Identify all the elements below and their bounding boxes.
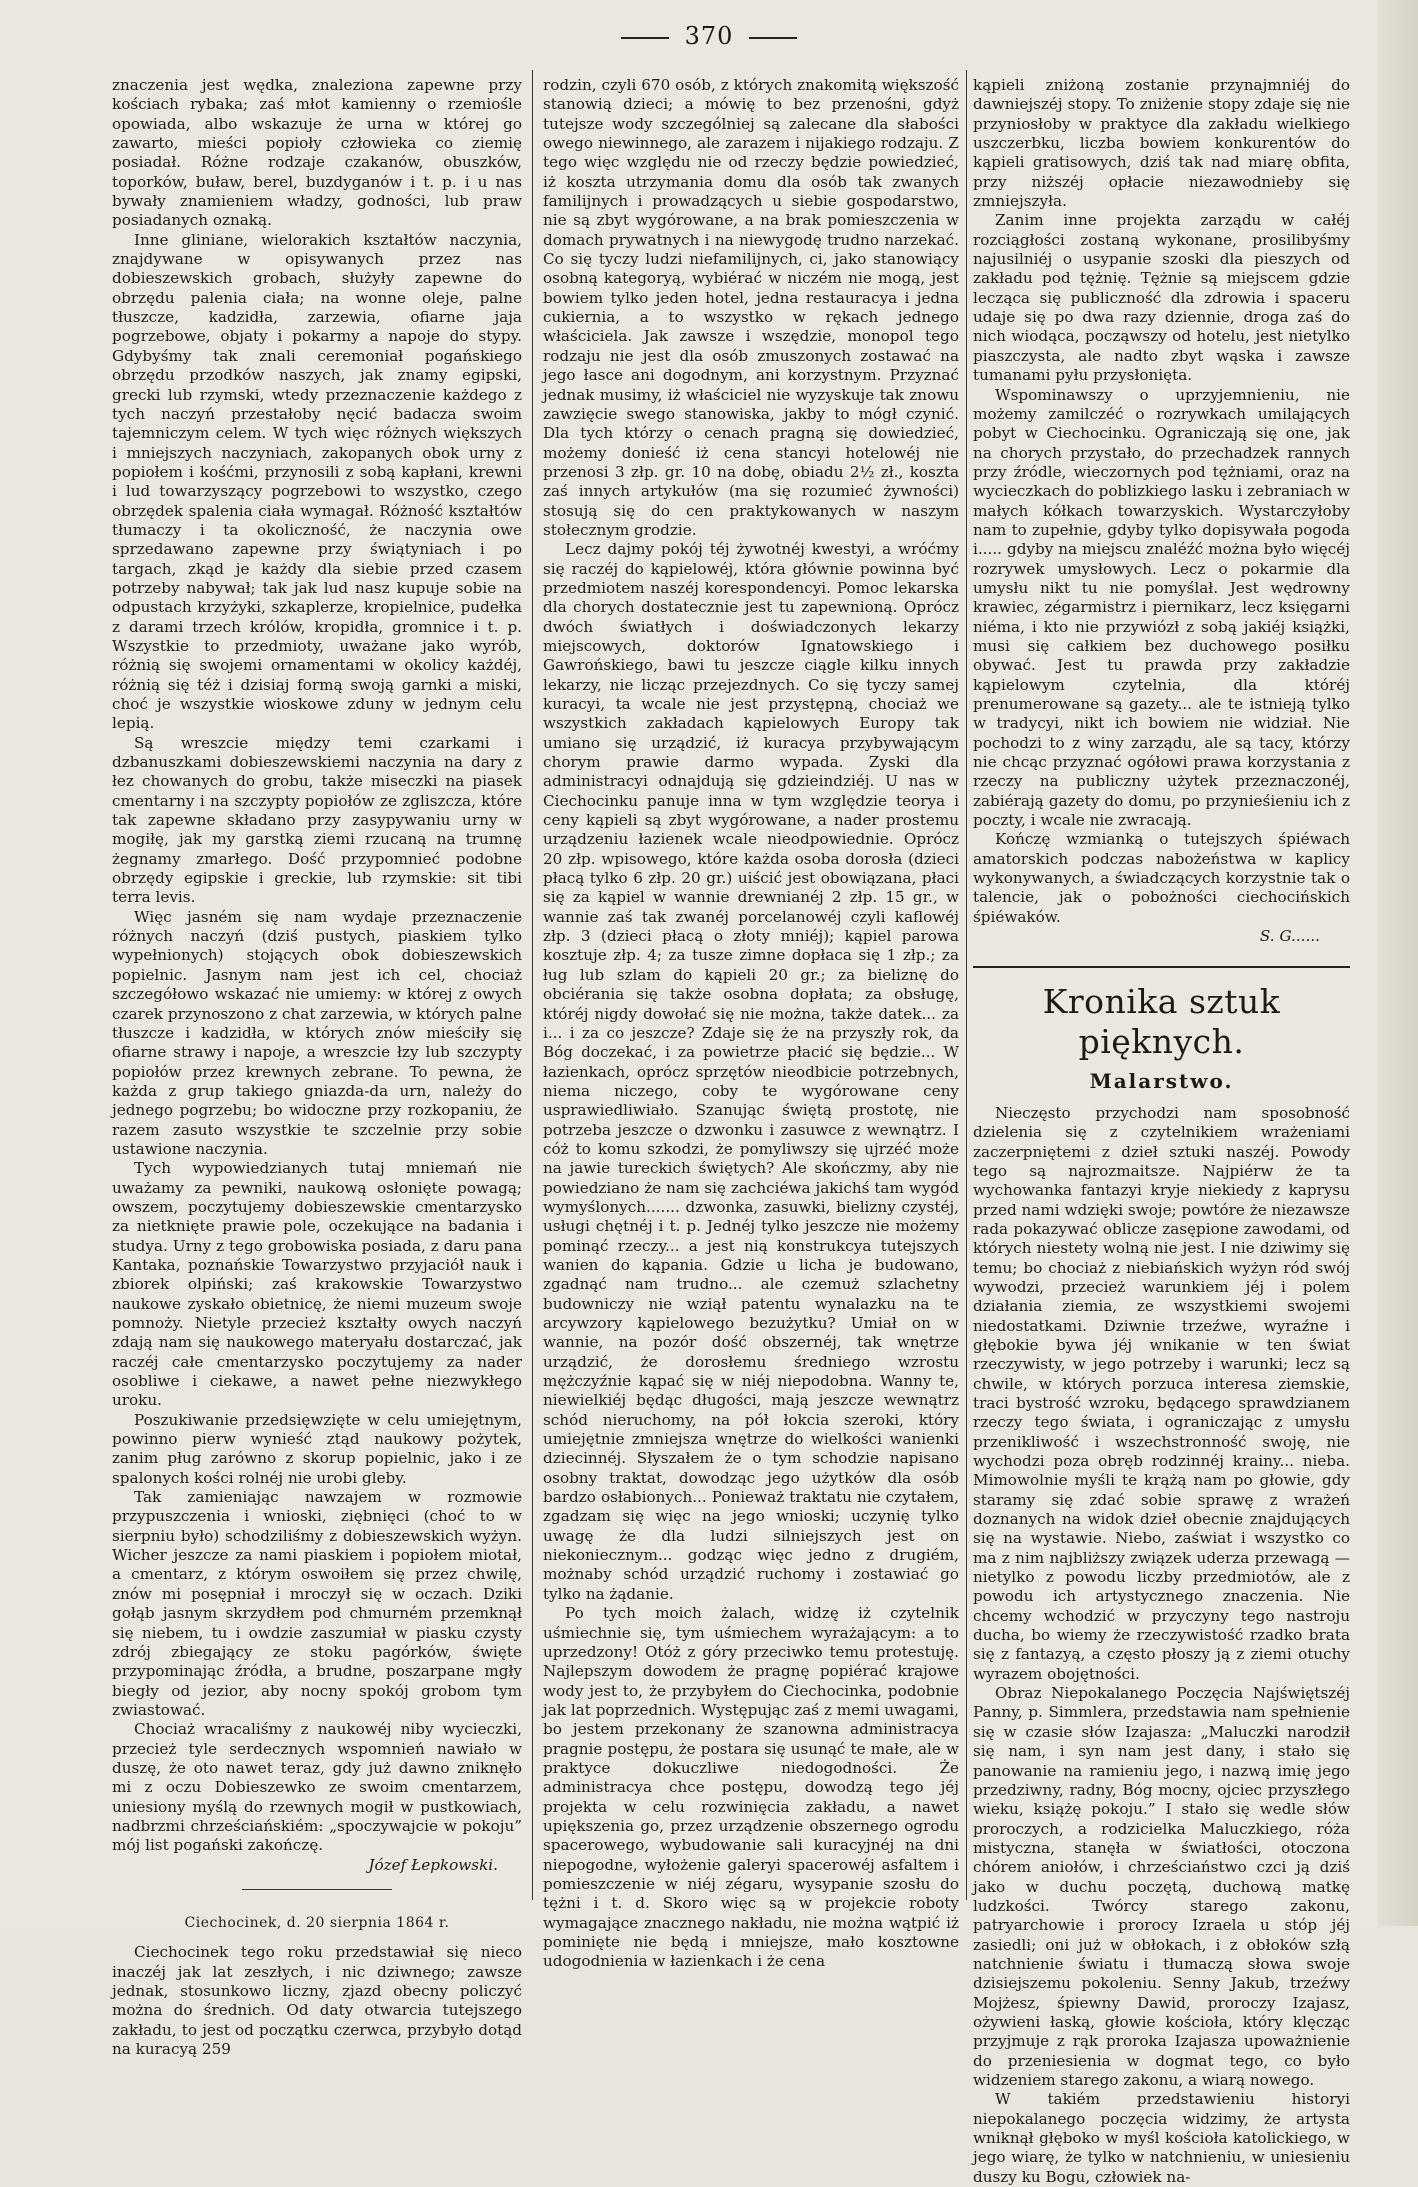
col1-paragraph: Inne gliniane, wielorakich kształtów naczynia, znajdywane w opisywanych przez nas dobieszewskich grobach, służyły zapewne do obrzędu palenia ciała; na wonne oleje, palne tłuszcze, kadzidła, zarzewia, ofiarne jaja pogrzebowe, objaty i pokarmy a napoje do stypy. Gdybyśmy tak znali ceremoniał pogańskiego obrzędu przodków naszych, jak znamy egipski, grecki lub rzymski, wtedy przeznaczenie każdego z tych naczyń przestałoby nęcić badacza swoim tajemniczym celem. W tych więc różnych większych i mniejszych naczyniach, zakopanych obok urny z popiołem i kośćmi, przynosili z sobą kapłani, krewni i lud towarzyszący pogrzebowi to wszystko, czego obrzędek spalenia ciała wymagał. Różność kształtów tłumaczy i ta okoliczność, że naczynia owe sprzedawano zapewne przy świątyniach i po targach, zkąd je każdy dla siebie przed czasem potrzeby nabywał; tak jak lud nasz kupuje sobie na odpustach krzyżyki, szkaplerze, kropielnice, pudełka z darami trzech królów, kropidła, gromnice i t. p. Wszystkie to przedmioty, uważane jako wyrób, różnią się swojemi ornamentami w okolicy każdéj, różnią się téż i dzisiaj formą swoją garnki a miski, choć je wszystkie wioskowe zduny w jednym celu lepią. [112, 230, 522, 733]
author-signature: S. G...... [1259, 927, 1320, 946]
page-number-dash-right [749, 37, 797, 39]
col3-paragraph: kąpieli zniżoną zostanie przynajmniéj do dawniejszéj stopy. To zniżenie stopy zdaje się nie przyniosłoby w praktyce dla zakładu wielkiego uszczerbku, liczba bowiem konkurentów do kąpieli gratisowych, dziś tak nad miarę obfita, przy niższéj opłacie niezawodnieby się zmniejszyła. [973, 76, 1350, 211]
col3-paragraph: Obraz Niepokalanego Poczęcia Najświętszéj Panny, p. Simmlera, przedstawia nam spełnienie się w czasie słów Izajasza: „Maluczki narodził się nam, i syn nam jest dany, i stało się panowanie na ramieniu jego, i nazwą imię jego przedziwny, radny, Bóg mocny, ojciec przyszłego wieku, książę pokoju.” I stało się wedle słów proroczych, a rodzicielka Maluczkiego, róża mistyczna, stanęła w światłości, otoczona chórem aniołów, i chrześciaństwo czci ją dziś jako w duchu poczętą, duchową matkę ludzkości. Twórcy starego zakonu, patryarchowie i prorocy Izraela u stóp jéj zasiedli; oni już w obłokach, i z obłoków szłą natchnienie światu i tłumaczą słowa swoje dzisiejszemu pokoleniu. Senny Jakub, trzeźwy Mojżesz, śpiewny Dawid, proroczy Izajasz, ożywieni łaską, głowie kościoła, który klęcząc przyjmuje z rąk proroka Izajasza upoważnienie do przeniesienia w dogmat tego, co było widzeniem starego zakonu, a wiarą nowego. [973, 1684, 1350, 2089]
column-rule-2 [966, 70, 967, 1900]
page-number [0, 22, 1418, 50]
col2-paragraph: rodzin, czyli 670 osób, z których znakomitą większość stanowią dzieci; a mówię to bez przenośni, gdyż tutejsze wody szczególniej są zalecane dla słabości owego niewinnego, ale zarazem i nijakiego rodzaju. Z tego więc względu nie od rzeczy będzie powiedzieć, iż koszta utrzymania domu dla osób tak zwanych familijnych i prowadzących u siebie gospodarstwo, nie są zbyt wygórowane, a na brak pomieszczenia w domach prywatnych i na niewygodę trudno narzekać. Co się tyczy ludzi niefamilijnych, ci, jako stanowiący osobną kategoryą, wybiérać w niczém nie mogą, jest bowiem tylko jeden hotel, jedna restauracya i jedna cukiernia, a to wszystko w rękach jednego właściciela. Jak zawsze i wszędzie, monopol tego rodzaju nie jest dla osób zmuszonych zostawać na jego łasce ani dogodnym, ani korzystnym. Przyznać jednak musimy, iż właściciel nie wyzyskuje tak znowu zawzięcie swego stanowiska, jakby to mógł czynić. Dla tych którzy o cenach pragną się dowiedzieć, możemy donieść iż cena stancyi hotelowéj nie przenosi 3 złp. gr. 10 na dobę, obiadu 2½ zł., koszta zaś innych artykułów (ma się rozumieć żywności) stosują się do cen praktykowanych w naszym stołecznym grodzie. [543, 76, 959, 539]
col3-paragraph: Wspominawszy o uprzyjemnieniu, nie możemy zamilczéć o rozrywkach umilających pobyt w Ciechocinku. Ograniczają się one, jak na chorych przystało, do przechadzek rannych przy źródle, wieczornych pod tężniami, oraz na wycieczkach do poblizkiego lasku i zebraniach w małych kółkach towarzyskich. Wystarczyłoby nam to zupełnie, gdyby tylko dopisywała pogoda i..... gdyby na miejscu znaléźć można było więcéj rozrywek umysłowych. Lecz o pokarmie dla umysłu nikt tu nie pomyślał. Jest wędrowny krawiec, zégarmistrz i piernikarz, lecz księgarni niéma, i kto nie przywiózł z sobą jakiéj książki, musi się całkiem bez duchowego posiłku obywać. Jest tu prawda przy zakładzie kąpielowym czytelnia, dla któréj prenumerowane są gazety... ale te istnieją tylko w tradycyi, nikt ich bowiem nie widział. Nie pochodzi to z winy zarządu, ale są tacy, którzy nie chcąc przyznać ogółowi prawa korzystania z rzeczy na publiczny użytek przeznaczonéj, zabiérają gazety do domu, po przynieśieniu ich z poczty, i wcale nie zwracają. [973, 385, 1350, 830]
column-3 [973, 76, 1350, 2186]
col1-paragraph: Poszukiwanie przedsięwzięte w celu umiejętnym, powinno pierw wynieść ztąd naukowy pożytek, zanim pług zarówno z skorup popielnic, jako i ze spalonych kości rolnéj nie urobi gleby. [112, 1410, 522, 1487]
column-rule-1 [532, 70, 533, 1900]
section-subtitle: Malarstwo. [1089, 1069, 1234, 1094]
section-divider [973, 966, 1350, 968]
column-2 [543, 76, 959, 1971]
author-signature: Józef Łepkowski. [368, 1855, 498, 1874]
column-1 [112, 76, 522, 2059]
col1-paragraph: Są wreszcie między temi czarkami i dzbanuszkami dobieszewskiemi naczynia na dary z łez chowanych do grobu, także miseczki na piasek cmentarny i na szczypty popiołów ze zgliszcza, które tak zapewne składano przy zasypywaniu urny w mogiłę, jak my garstką ziemi rzucaną na trumnę żegnamy zmarłego. Dość przypomnieć podobne obrzędy egipskie i greckie, lub rzymskie: sit tibi terra levis. [112, 733, 522, 907]
col3-paragraph: Zanim inne projekta zarządu w całéj rozciągłości zostaną wykonane, prosilibyśmy najusilniéj o usypanie szoski dla pieszych od zakładu pod tężnię. Tężnie są miejscem gdzie lecząca się publiczność dla zdrowia i spaceru udaje się po dwa razy dziennie, droga zaś do nich wiodąca, począwszy od hotelu, jest nietylko piaszczysta, ale nadto zbyt wąska i zawsze tumanami pyłu przysłonięta. [973, 211, 1350, 385]
col1-paragraph: Więc jasném się nam wydaje przeznaczenie różnych naczyń (dziś pustych, piaskiem tylko wypełnionych) stojących obok dobieszewskich popielnic. Jasnym nam jest ich cel, chociaż szczegółowo wskazać nie umiemy: w której z owych czarek przynoszono z chat zarzewia, w których palne tłuszcze i kadzidła, w których znów mieściły się ofiarne strawy i napoje, a wreszcie łzy lub szczypty popiołów przez krewnych zebrane. To pewna, że każda z grup takiego gniazda-da urn, należy do jednego pogrzebu; bo widoczne przy rozkopaniu, że razem zasuto wszystkie te szczelnie przy sobie ustawione naczynia. [112, 907, 522, 1158]
col3-paragraph: Kończę wzmianką o tutejszych śpiéwach amatorskich podczas nabożeństwa w kaplicy wykonywanych, a świadczących korzystnie tak o talencie, jak o pobożności ciechocińskich śpiéwaków. [973, 830, 1350, 926]
col3-paragraph: W takiém przedstawieniu historyi niepokalanego poczęcia widzimy, że artysta wniknął głęboko w myśl kościoła katolickiego, w jego wiarę, że tylko w natchnieniu, w uniesieniu duszy ku Bogu, człowiek na- [973, 2090, 1350, 2186]
col1-paragraph: Ciechocinek tego roku przedstawiał się nieco inaczéj jak lat zeszłych, i nic dziwnego; zawsze jednak, stosunkowo liczny, zjazd obecny policzyć można do średnich. Od daty otwarcia tutejszego zakładu, to jest od początku czerwca, przybyło dotąd na kuracyą 259 [112, 1943, 522, 2059]
col2-paragraph: Po tych moich żalach, widzę iż czytelnik uśmiechnie się, tym uśmiechem wyrażającym: a to uprzedzony! Otóż z góry przeciwko temu protestuję. Najlepszym dowodem że pragnę popiérać krajowe wody jest to, że przybyłem do Ciechocinka, podobnie jak lat poprzednich. Występując zaś z memi uwagami, bo jestem przekonany że szanowna administracya pragnie postępu, że postara się usunąć te małe, ale w praktyce dokuczliwe niedogodności. Że administracya chce postępu, dowodzą tego jéj projekta w celu rozwinięcia zakładu, a nawet upiększenia go, przez urządzenie obszernego ogrodu spacerowego, wybudowanie sali kuracyjnéj na dni niepogodne, wyłożenie galeryi spacerowéj asfaltem i pomieszczenie w niéj zégaru, wysypanie szosłu do tężni i t. d. Skoro więc są w projekcie roboty wymagające znacznego nakładu, nie można wątpić iż pominięte nie będą i mniejsze, mało kosztowne udogodnienia w łazienkach i że cena [543, 1604, 959, 1971]
section-title: Kronika sztuk pięknych. [1042, 982, 1281, 1062]
page-number-dash-left [621, 37, 669, 39]
col1-paragraph: Tak zamieniając nawzajem w rozmowie przypuszczenia i wnioski, ziębnięci (choć to w sierpniu było) schodziliśmy z dobieszewskich wyżyn. Wicher jeszcze za nami piaskiem i popiołem miotał, a cmentarz, z którym oswoiłem się przez chwilę, znów mi posępniał i mroczył się w oczach. Dziki gołąb jasnym skrzydłem pod chmurném przemknął się niebem, tu i owdzie zaszumiał w piasku czysty zdrój zbiegający ze stoku pagórków, święte przypominając źródła, a brudne, poszarpane mgły biegły od jezior, aby nocny spokój grobom tym zwiastować. [112, 1488, 522, 1719]
col1-paragraph: Tych wypowiedzianych tutaj mniemań nie uważamy za pewniki, naukową osłonięte powagą; owszem, poczytujemy dobieszewskie cmentarzysko za nietknięte prawie pole, oczekujące na badania i studya. Urny z tego grobowiska posiada, z daru pana Kantaka, poznańskie Towarzystwo przyjaciół nauk i zbiorek olpiński; zaś krakowskie Towarzystwo naukowe zyskało obietnicę, że niemi muzeum swoje pomnoży. Nietyle przecież kształty owych naczyń zdają nam się naukowego materyału dostarczać, jak raczéj całe cmentarzysko poczytujemy za nader osobliwe i ciekawe, a nawet pełne niezwykłego uroku. [112, 1159, 522, 1410]
col3-paragraph: Nieczęsto przychodzi nam sposobność dzielenia się z czytelnikiem wrażeniami zaczerpniętemi z dzieł sztuki naszéj. Powody tego są najrozmaitsze. Najpiérw że ta wychowanka fantazyi kryje niekiedy z kaprysu przed nami wdzięki swoje; powtóre że niezawsze rada pokazywać oblicze zasępione zawodami, od których niestety wolną nie jest. I nie dziwimy się temu; bo chociaż z niebiańskich wyżyn ród swój wywodzi, przecież warunkiem jéj i polem działania ziemia, ze wszystkiemi swojemi niedostatkami. Dziwnie trzeźwe, wyraźne i głębokie bywa jéj wnikanie w ten świat rzeczywisty, w jego potrzeby i warunki; lecz są chwile, w których porzuca interesa ziemskie, traci bystrość wzroku, będącego sprawdzianem rzeczy tego świata, i ograniczając z umysłu przenikliwość i wszechstronność swoję, nie wychodzi poza obręb rodzinnéj krainy... nieba. Mimowolnie myśli te krążą nam po głowie, gdy staramy się zdać sobie sprawę z wrażeń doznanych na widok dzieł obecnie znajdujących się na wystawie. Niebo, zaświat i wszystko co ma z nim najbliższy związek uderza przewagą — nietylko z powodu liczby przedmiotów, ale z powodu ich artystycznego znaczenia. Nie chcemy wchodzić w przyczyny tego nastroju ducha, bo wiemy że rzeczywistość rzadko brata się z fantazyą, a często płoszy ją z ziemi otuchy wyrazem obojętności. [973, 1103, 1350, 1683]
col2-paragraph: Lecz dajmy pokój téj żywotnéj kwestyi, a wróćmy się raczéj do kąpielowéj, która głównie powinna być przedmiotem naszéj korespondencyi. Pomoc lekarska dla chorych dostatecznie jest tu zapewnioną. Oprócz dwóch światłych i doświadczonych lekarzy miejscowych, doktorów Ignatowskiego i Gawrońskiego, bawi tu jeszcze ciągle kilku innych lekarzy, nie licząc przejezdnych. Co się tyczy samej kuracyi, ta wcale nie jest przystępną, chociaż we wszystkich zakładach kąpielowych Europy tak umiano się urządzić, iż kuracya przybywającym chorym prawie darmo wypada. Zyski dla administracyi odnajdują się gdzieindziéj. U nas w Ciechocinku panuje inna w tym względzie teorya i ceny kąpieli są zbyt wygórowane, a nader prostemu urządzeniu łazienek wcale nieodpowiednie. Oprócz 20 złp. wpisowego, które każda osoba dorosła (dzieci płacą tylko 6 złp. 20 gr.) uiścić jest obowiązana, płaci się za kąpiel w wannie drewnianéj 2 złp. 15 gr., w wannie zaś tak zwanéj porcelanowéj czyli kaflowéj złp. 3 (dzieci płacą o złoty mniéj); kąpiel parowa kosztuje złp. 4; za tusze zimne dopłaca się 1 złp.; za ług lub szlam do kąpieli 20 gr.; za bieliznę do obciérania się także osobna dopłata; za obsługę, któréj nigdy dowołać się nie można, także datek... za i... i za co jeszcze? Zdaje się że na przyszły rok, da Bóg doczekać, i za powietrze płacić się będzie... W łazienkach, oprócz sprzętów nieodbicie potrzebnych, niema niczego, coby te wygórowane ceny usprawiedliwiało. Szanując świętą prostotę, nie potrzeba jeszcze o dzwonku i zasuwce z wewnątrz. I cóż to komu szkodzi, że pomyliwszy się ujrzéć może na jawie tureckich świętych? Ale skończmy, aby nie powiedziano że nam się zachciéwa jakichś tam wygód wymyślonych....... dzwonka, zasuwki, bielizny czystéj, usługi chętnéj i t. p. Jednéj tylko jeszcze nie możemy pominąć rzeczy... a jest nią konstrukcya tutejszych wanien do kąpania. Gdzie u licha je budowano, zgadnąć nam trudno... ale czemuż szlachetny budowniczy nie wziął patentu wynalazku na te arcywzory kąpielowego bezużytku? Umiał on w wannie, na pozór dość obszernéj, tak wnętrze urządzić, że dorosłemu średniego wzrostu mężczyźnie kąpać się w niéj niepodobna. Wanny te, niewielkiéj będąc długości, mają jeszcze wewnątrz schód nieruchomy, na pół łokcia szeroki, który umiejętnie zmniejsza wnętrze do wielkości wanienki dziecinnéj. Słyszałem że o tym schodzie napisano osobny traktat, dowodząc jego użytków dla osób bardzo osłabionych... Ponieważ traktatu nie czytałem, zgadzam się więc na jego wnioski; uczynię tylko uwagę że dla ludzi silniejszych jest on niekoniecznym... godząc więc jedno z drugiém, możnaby schód urządzić ruchomy i zostawiać go tylko na żądanie. [543, 540, 959, 1603]
page-edge-shadow [1378, 0, 1418, 1926]
section-divider [242, 1889, 392, 1890]
dateline: Ciechocinek, d. 20 sierpnia 1864 r. [184, 1914, 450, 1931]
page-number-text: 370 [684, 22, 734, 50]
col1-paragraph: znaczenia jest wędka, znaleziona zapewne przy kościach rybaka; zaś młot kamienny o rzemiośle opowiada, albo wskazuje że urna w której go zawarto, mieści popioły człowieka co ziemię posiadał. Różne rodzaje czakanów, obuszków, toporków, buław, berel, buzdyganów i t. p. i u nas bywały znamieniem władzy, godności, lub praw posiadanych oznaką. [112, 76, 522, 230]
col1-paragraph: Chociaż wracaliśmy z naukowéj niby wycieczki, przecież tyle serdecznych wspomnień nawiało w duszę, że oto nawet teraz, gdy już dawno zniknęło mi z oczu Dobieszewko ze swoim cmentarzem, uniesiony myślą do rzewnych mogił w pustkowiach, nadbrzmi chrześciańskiém: „spoczywajcie w pokoju” mój list pogański zakończę. [112, 1720, 522, 1855]
